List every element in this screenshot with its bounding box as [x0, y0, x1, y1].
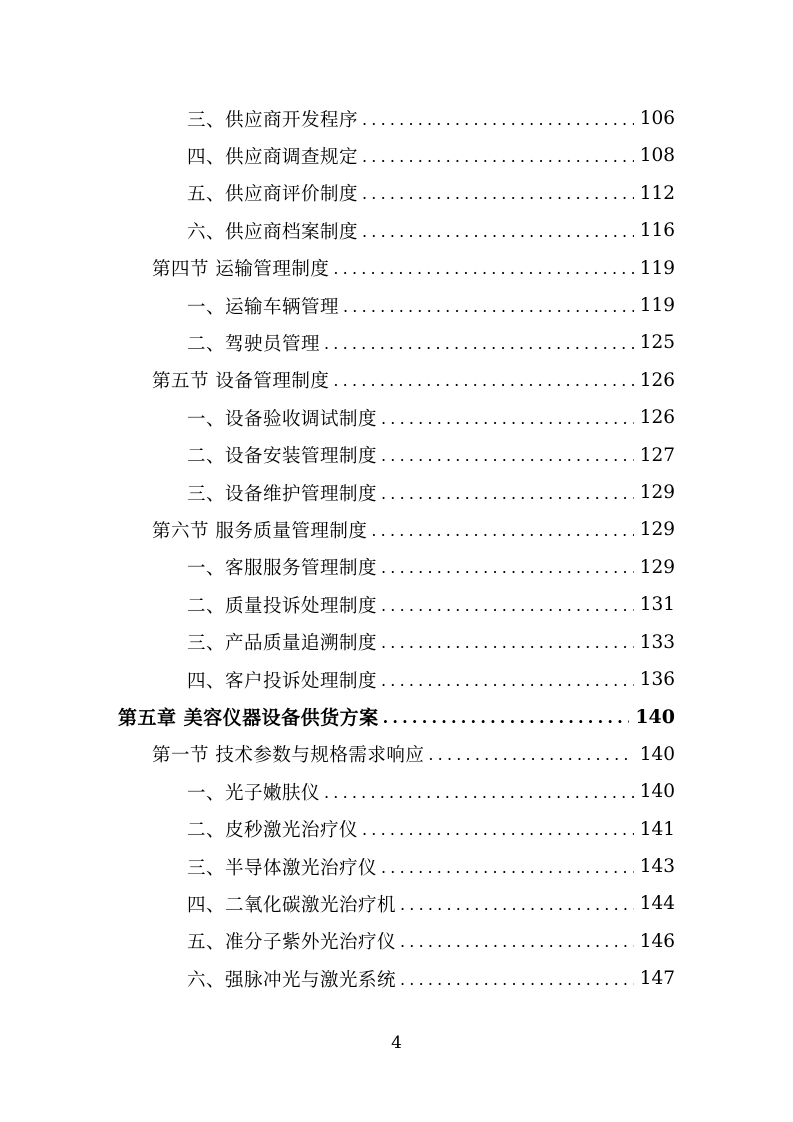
toc-leader-dots	[362, 224, 634, 240]
toc-leader-dots	[381, 411, 634, 427]
toc-entry-title: 一、设备验收调试制度	[187, 408, 378, 430]
toc-entry-title: 一、光子嫩肤仪	[187, 782, 321, 804]
toc-entry-title: 第一节 技术参数与规格需求响应	[152, 745, 425, 767]
toc-leader-dots	[362, 186, 634, 202]
toc-entry-page: 140	[639, 743, 675, 765]
toc-entry-chapter[interactable]	[118, 698, 675, 735]
toc-entry[interactable]	[187, 100, 675, 137]
toc-entry-page: 144	[639, 893, 675, 915]
toc-leader-dots	[362, 822, 634, 838]
toc-entry-title: 四、供应商调查规定	[187, 146, 359, 168]
toc-entry-page: 126	[639, 407, 675, 429]
toc-entry-title: 二、质量投诉处理制度	[187, 595, 378, 617]
toc-entry[interactable]	[187, 137, 675, 174]
toc-entry[interactable]	[187, 811, 675, 848]
toc-leader-dots	[362, 112, 634, 128]
toc-entry-title: 二、皮秒激光治疗仪	[187, 820, 359, 842]
toc-entry[interactable]	[187, 586, 675, 623]
toc-entry-title: 三、产品质量追溯制度	[187, 633, 378, 655]
toc-entry-page: 129	[639, 482, 675, 503]
toc-entry-title: 第六节 服务质量管理制度	[152, 520, 368, 542]
toc-leader-dots	[381, 860, 634, 876]
toc-leader-dots	[343, 299, 634, 315]
toc-entry-page: 143	[639, 856, 675, 877]
toc-entry-page: 146	[639, 930, 675, 952]
toc-entry-title: 三、半导体激光治疗仪	[187, 857, 378, 879]
toc-entry-title: 三、设备维护管理制度	[187, 483, 378, 505]
toc-leader-dots	[428, 747, 633, 763]
toc-entry[interactable]	[187, 399, 675, 436]
toc-entry-title: 第五章 美容仪器设备供货方案	[118, 707, 379, 730]
toc-entry-page: 125	[639, 332, 675, 354]
toc-entry[interactable]	[187, 960, 675, 997]
toc-leader-dots	[381, 560, 634, 576]
toc-entry[interactable]	[187, 324, 675, 361]
toc-entry-page: 116	[639, 220, 675, 242]
toc-leader-dots	[400, 934, 634, 950]
toc-entry-title: 一、客服服务管理制度	[187, 558, 378, 580]
toc-entry-page: 140	[635, 705, 675, 728]
toc-entry[interactable]	[187, 212, 675, 249]
toc-entry-page: 129	[639, 556, 675, 578]
toc-entry-page: 141	[639, 818, 675, 840]
toc-leader-dots	[324, 336, 634, 352]
toc-entry-page: 129	[639, 519, 675, 541]
toc-leader-dots	[333, 373, 633, 389]
toc-entry-title: 第四节 运输管理制度	[152, 259, 330, 281]
toc-entry-title: 六、强脉冲光与激光系统	[187, 969, 397, 991]
toc-entry[interactable]	[187, 661, 675, 698]
toc-entry[interactable]	[187, 885, 675, 922]
toc-entry-page: 106	[639, 108, 675, 129]
toc-entry-title: 三、供应商开发程序	[187, 109, 359, 131]
toc-leader-dots	[324, 785, 634, 801]
toc-entry-title: 二、设备安装管理制度	[187, 446, 378, 468]
toc-leader-dots	[381, 673, 634, 689]
toc-entry[interactable]	[152, 736, 675, 773]
toc-entry-page: 131	[639, 594, 675, 616]
toc-entry-title: 二、驾驶员管理	[187, 333, 321, 355]
toc-entry-title: 四、二氧化碳激光治疗机	[187, 894, 397, 916]
toc-entry-page: 126	[639, 369, 675, 391]
toc-leader-dots	[371, 523, 633, 539]
toc-entry-page: 136	[639, 669, 675, 690]
toc-entry-page: 112	[639, 182, 675, 204]
toc-entry-title: 四、客户投诉处理制度	[187, 670, 378, 692]
toc-entry-title: 第五节 设备管理制度	[152, 371, 330, 393]
toc-entry-title: 五、准分子紫外光治疗仪	[187, 932, 397, 954]
toc-leader-dots	[381, 486, 634, 502]
page-number: 4	[391, 1033, 402, 1053]
toc-entry-page: 119	[639, 257, 675, 279]
toc-entry-title: 六、供应商档案制度	[187, 221, 359, 243]
toc-entry-title: 五、供应商评价制度	[187, 184, 359, 206]
toc-entry[interactable]	[152, 250, 675, 287]
toc-leader-dots	[381, 635, 634, 651]
toc-entry[interactable]	[152, 511, 675, 548]
toc-leader-dots	[381, 448, 634, 464]
toc-entry-page: 119	[639, 295, 675, 316]
toc-entry-page: 108	[639, 145, 675, 167]
toc-entry-title: 一、运输车辆管理	[187, 296, 340, 318]
toc-entry[interactable]	[187, 848, 675, 885]
toc-leader-dots	[400, 897, 634, 913]
toc-entry[interactable]	[187, 624, 675, 661]
toc-entry[interactable]	[187, 474, 675, 511]
toc-leader-dots	[381, 598, 634, 614]
toc-leader-dots	[383, 710, 630, 726]
toc-entry[interactable]	[187, 175, 675, 212]
toc-entry-page: 127	[639, 444, 675, 466]
toc-entry-page: 147	[639, 968, 675, 990]
toc-leader-dots	[362, 149, 634, 165]
toc-entry[interactable]	[187, 923, 675, 960]
toc-entry[interactable]	[152, 362, 675, 399]
toc-entry[interactable]	[187, 549, 675, 586]
toc-leader-dots	[333, 261, 633, 277]
toc-entry-page: 133	[639, 631, 675, 653]
toc-entry[interactable]	[187, 773, 675, 810]
toc-leader-dots	[400, 972, 634, 988]
toc-entry[interactable]	[187, 287, 675, 324]
toc-entry-page: 140	[639, 781, 675, 803]
toc-entry[interactable]	[187, 437, 675, 474]
